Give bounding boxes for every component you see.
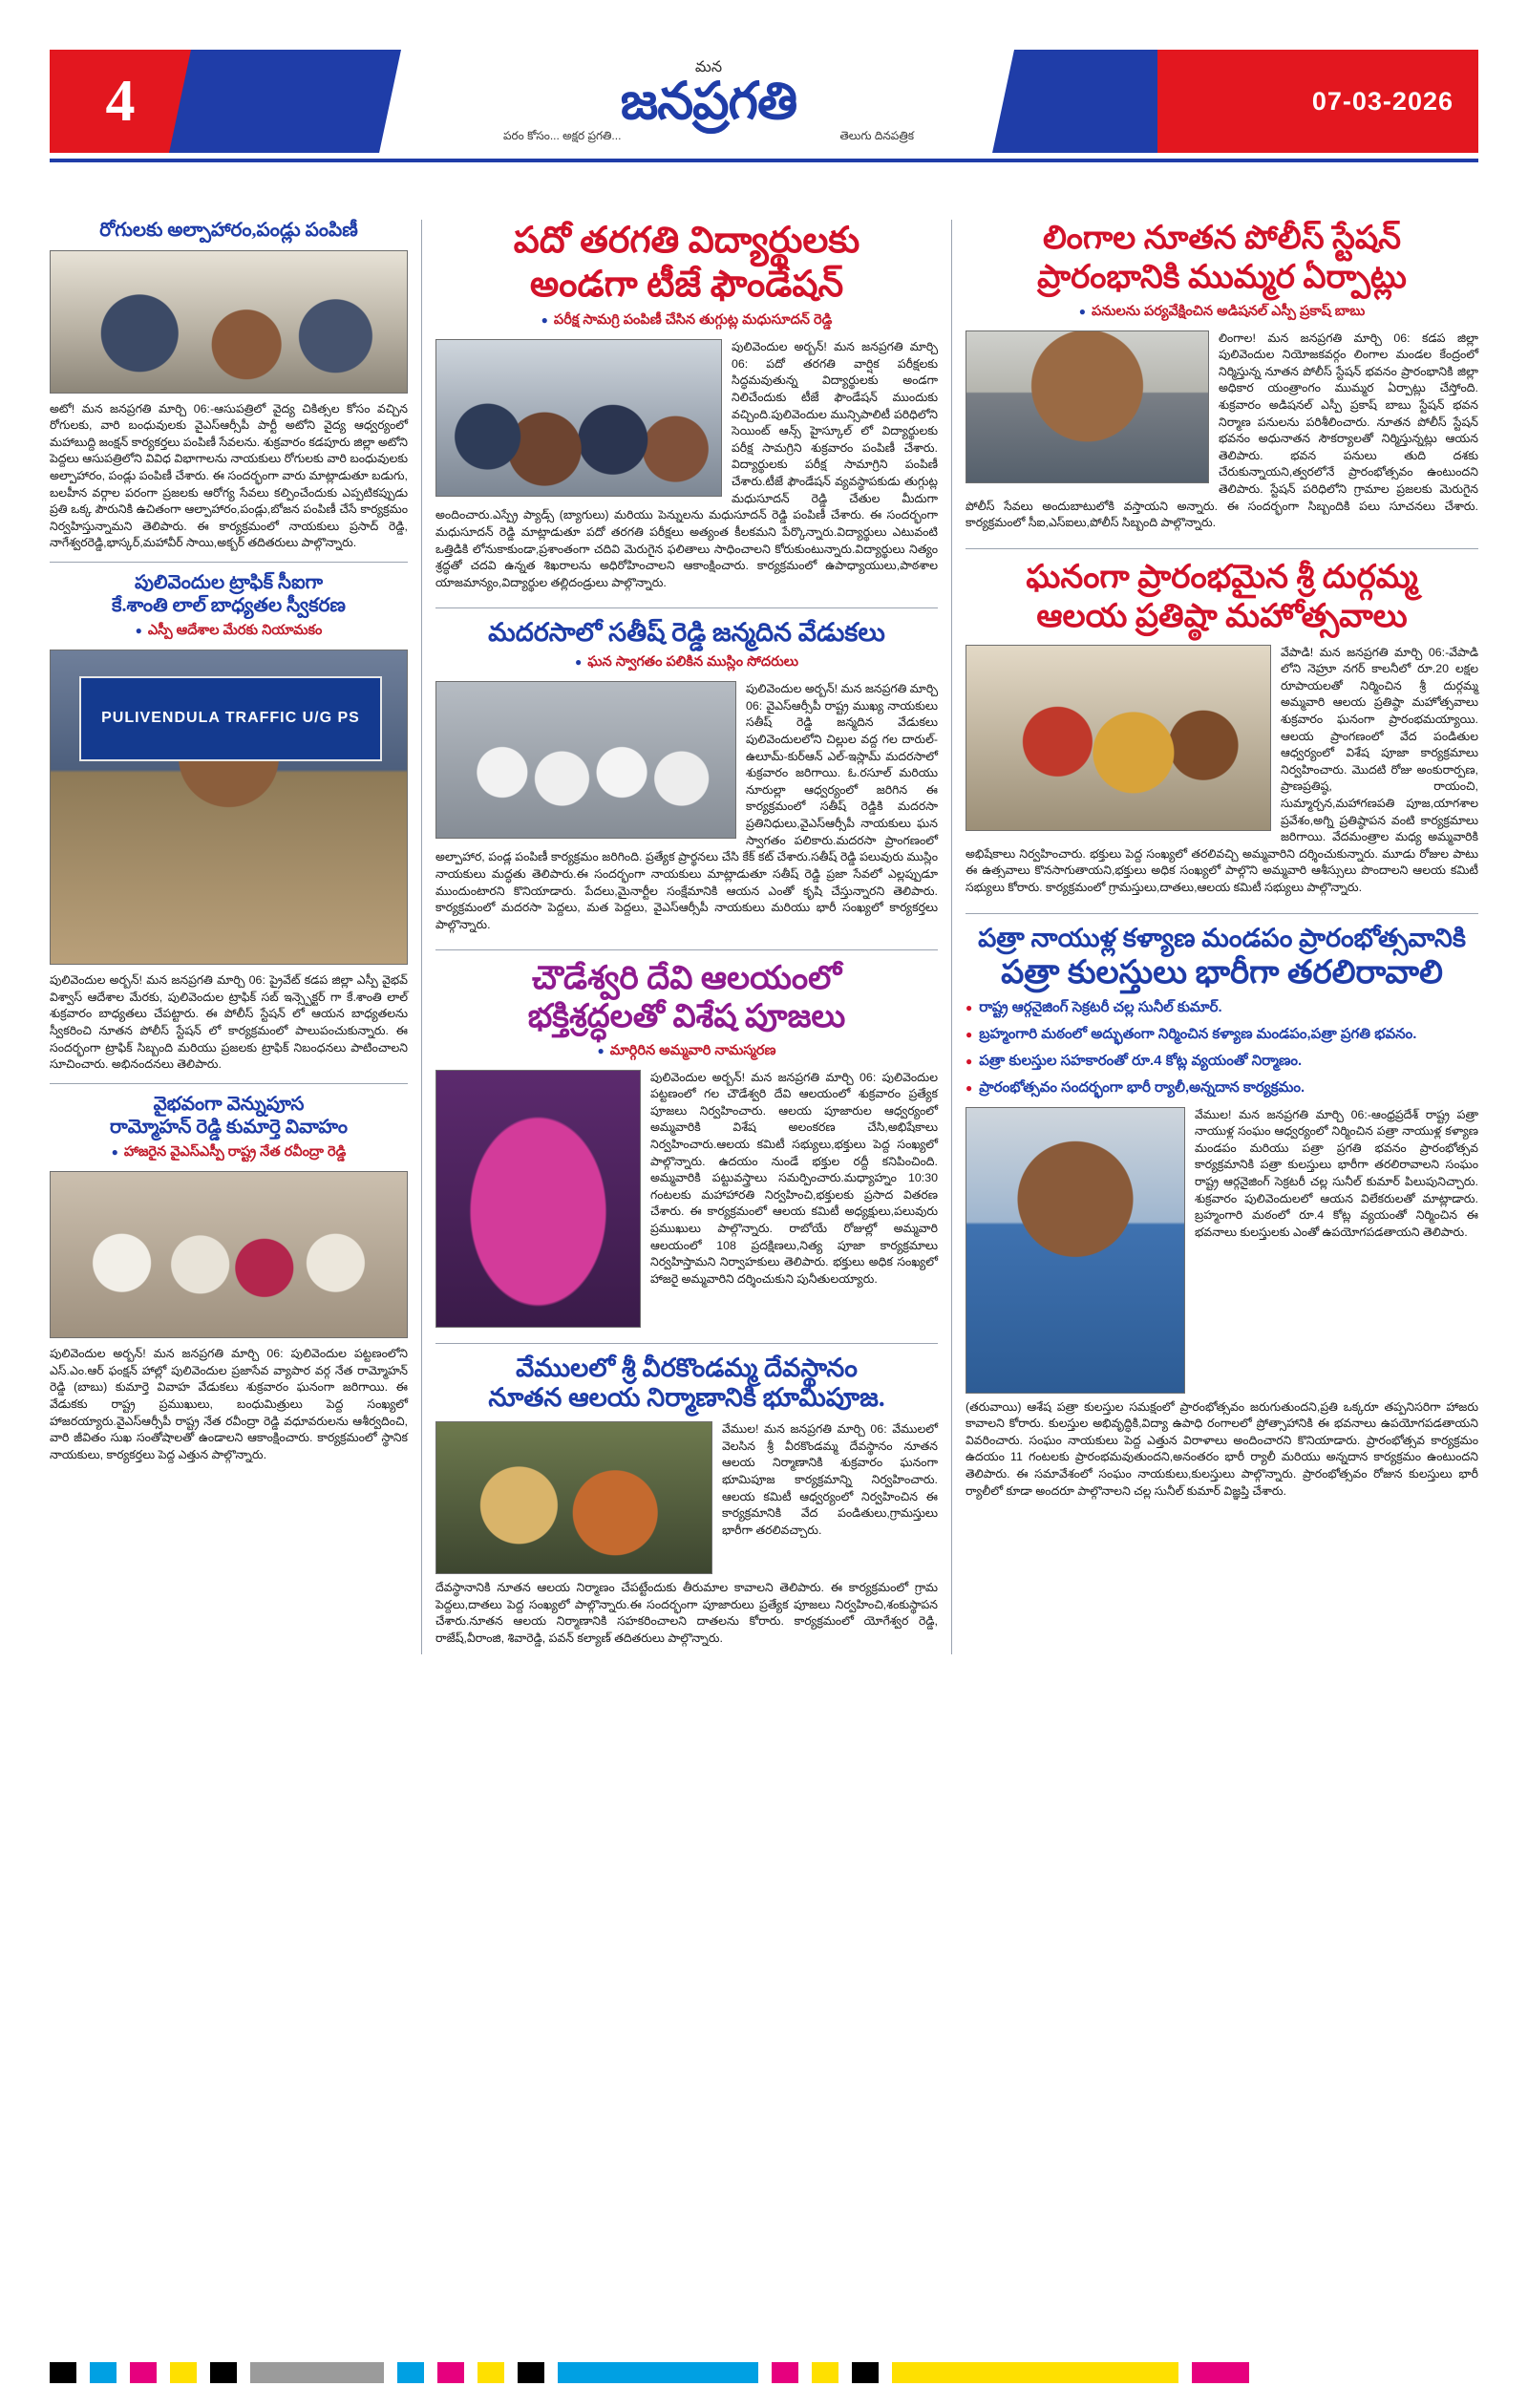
article-body [50, 401, 408, 552]
article-body-text: వేపాడి! మన జనప్రగతి మార్చి 06:-వేపాడి లోని నెహ్రూ నగర్ కాలనీలో రూ.20 లక్షల రూపాయలతో నిర్మించిన శ్రీ దుర్గమ్మ అమ్మవారి ఆలయ ప్రతిష్ఠా మహోత్సవాలు శుక్రవారం ఘనంగా ప్రారంభమయ్యాయి. ఆలయ ప్రాంగణంలో వేద పండితుల ఆధ్వర్యంలో విశేష పూజా కార్యక్రమాలు నిర్వహించారు. మొదటి రోజు అంకురార్పణ, ప్రాణప్రతిష్ఠ, రాయంచి, సుమ్మార్చన,మహాగణపతి పూజ,యాగశాల ప్రవేశం,అగ్ని ప్రతిష్ఠాపన వంటి కార్యక్రమాలు జరిగాయి. వేదమంత్రాల మధ్య అమ్మవారికి అభిషేకాలు నిర్వహించారు. భక్తులు పెద్ద సంఖ్యలో తరలివచ్చి అమ్మవారిని దర్శించుకున్నారు. మూడు రోజుల పాటు ఈ ఉత్సవాలు కొనసాగుతాయని,భక్తులు అధిక సంఖ్యలో పాల్గొని అమ్మవారి ఆశీస్సులు పొందాలని ఆలయ కమిటీ సభ్యులు కోరారు. కార్యక్రమంలో గ్రామస్తులు,దాతలు,ఆలయ కమిటీ సభ్యులు పాల్గొన్నారు. [966, 645, 1478, 895]
article-body-text: లింగాల! మన జనప్రగతి మార్చి 06: కడప జిల్లా పులివెందుల నియోజకవర్గం లింగాల మండల కేంద్రంలో నిర్మిస్తున్న నూతన పోలీస్ స్టేషన్ భవనం ప్రారంభానికి జిల్లా అధికార యంత్రాంగం ముమ్మర ఏర్పాట్లు చేస్తోంది. శుక్రవారం అడిషనల్ ఎస్పీ ప్రకాష్ బాబు స్టేషన్ భవన నిర్మాణ పనులను పరిశీలించారు. నూతన పోలీస్ స్టేషన్ భవనం అధునాతన సౌకర్యాలతో నిర్మిస్తున్నట్లు ఆయన తెలిపారు. భవన పనులు తుది దశకు చేరుకున్నాయని,త్వరలోనే ప్రారంభోత్సవం ఉంటుందని తెలిపారు. స్టేషన్ పరిధిలోని గ్రామాల ప్రజలకు మెరుగైన పోలీస్ సేవలు అందుబాటులోకి వస్తాయని అన్నారు. ఈ సందర్భంగా సిబ్బందికి పలు సూచనలు చేశారు. కార్యక్రమంలో సీఐ,ఎస్ఐలు,పోలీస్ సిబ్బంది పాల్గొన్నారు. [966, 330, 1478, 530]
column-left [50, 220, 422, 1654]
article-durgamma-temple [966, 559, 1478, 904]
article-bullet-list [966, 999, 1478, 1099]
colorbar-segment [50, 2362, 76, 2383]
traffic-ci-photo [50, 650, 408, 965]
masthead-rule [50, 159, 1478, 162]
column-divider [435, 607, 938, 608]
column-divider [966, 548, 1478, 549]
article-subhead: ● మార్గిరిన అమ్మవారి నామస్మరణ [435, 1043, 938, 1062]
chowdeswari-idol-photo [435, 1070, 641, 1328]
article-headline: పత్రా నాయుళ్ల కళ్యాణ మండపం ప్రారంభోత్సవానికి [978, 923, 1466, 952]
article-headline: లింగాల నూతన పోలీస్ స్టేషన్ [1042, 221, 1402, 256]
police-station-signboard: PULIVENDULA TRAFFIC U/G PS [79, 676, 382, 761]
masthead [50, 50, 1478, 153]
durgamma-temple-photo [966, 645, 1271, 831]
article-lingala-police-station [966, 220, 1478, 539]
article-body-with-photo [435, 1421, 938, 1580]
article-subhead: ● ఘన స్వాగతం పలికిన ముస్లిం సోదరులు [435, 654, 938, 673]
article-body [50, 972, 408, 1074]
article-body-with-photo [966, 1107, 1478, 1399]
column-divider [966, 913, 1478, 914]
article-subhead: ● హాజరైన వైఎస్ఎస్పీ రాష్ట్ర నేత రవీంద్రా రెడ్డి [50, 1144, 408, 1163]
article-madrasa-birthday [435, 618, 938, 940]
article-body-text: పులివెందుల అర్బన్! మన జనప్రగతి మార్చి 06: పులివెందుల పట్టణంలోని ఎస్.ఎం.ఆర్ ఫంక్షన్ హాల్లో పులివెందుల ప్రజాసేవ వ్యాపార వర్గ నేత రామ్మోహన్ రెడ్డి (బాబు) కుమార్తె వివాహ వేడుకలు శుక్రవారం ఘనంగా జరిగాయి. ఈ వేడుకకు రాష్ట్ర ప్రముఖులు, బంధుమిత్రులు పెద్ద సంఖ్యలో హాజరయ్యారు.వైఎస్ఆర్సీపీ రాష్ట్ర నేత రవీంద్రా రెడ్డి వధూవరులను ఆశీర్వదించి, వారి జీవితం సుఖ సంతోషాలతో ఉండాలని ఆకాంక్షించారు. కార్యక్రమంలో స్థానిక నాయకులు, కార్యకర్తలు పెద్ద ఎత్తున పాల్గొన్నారు. [50, 1347, 408, 1461]
article-headline: పదో తరగతి విద్యార్థులకు [513, 221, 860, 261]
column-right [952, 220, 1478, 1654]
article-body-text: వేముల! మన జనప్రగతి మార్చి 06:-ఆంధ్రప్రదేశ్ రాష్ట్ర పత్రా నాయుళ్ల సంఘం ఆధ్వర్యంలో నిర్మించిన పత్రా నాయుళ్ల కళ్యాణ మండపం మరియు పత్రా ప్రగతి భవనం ప్రారంభోత్సవ కార్యక్రమానికి పత్రా కులస్తులు భారీగా తరలిరావాలని సంఘం రాష్ట్ర ఆర్గనైజింగ్ సెక్రటరీ చల్ల సునీల్ కుమార్ పిలుపునిచ్చారు. శుక్రవారం పులివెందులలో ఆయన విలేకరులతో మాట్లాడారు. బ్రహ్మంగారి మఠంలో రూ.4 కోట్ల వ్యయంతో నిర్మించిన ఈ భవనాలు కులస్తులకు ఎంతో ఉపయోగపడతాయని తెలిపారు. [1195, 1107, 1478, 1239]
newspaper-title: జనప్రగతి [620, 72, 797, 130]
article-body [50, 1346, 408, 1463]
colorbar-segment [1192, 2362, 1249, 2383]
article-traffic-ci [50, 572, 408, 1074]
colorbar-segment [812, 2362, 838, 2383]
article-chowdeswari-puja [435, 960, 938, 1332]
edition-date: 07-03-2026 [1311, 86, 1454, 116]
column-divider [50, 1083, 408, 1084]
bhoomi-puja-photo [435, 1421, 712, 1574]
print-registration-colorbar [50, 2362, 1478, 2383]
colorbar-segment [772, 2362, 798, 2383]
colorbar-segment [518, 2362, 544, 2383]
sunil-kumar-portrait-photo [966, 1107, 1185, 1394]
colorbar-segment [250, 2362, 384, 2383]
article-health-camp [50, 220, 408, 552]
column-divider [435, 1343, 938, 1344]
article-tj-foundation [435, 220, 938, 598]
article-headline: పులివెందుల ట్రాఫిక్ సీఐగా [134, 572, 324, 594]
article-headline: ఘనంగా ప్రారంభమైన శ్రీ దుర్గమ్మ [1026, 559, 1418, 595]
article-body-text: పులివెందుల అర్బన్! మన జనప్రగతి మార్చి 06: పులివెందుల పట్టణంలో గల చౌడేశ్వరి దేవి ఆలయంలో శుక్రవారం ప్రత్యేక పూజలు నిర్వహించారు. ఆలయ పూజారుల ఆధ్వర్యంలో అమ్మవారికి విశేష అలంకరణ చేసి,అభిషేకాలు నిర్వహించారు.ఆలయ కమిటీ సభ్యులు,భక్తులు పెద్ద సంఖ్యలో పాల్గొన్నారు. ఉదయం నుండే భక్తుల రద్దీ కనిపించింది. అమ్మవారికి పట్టువస్త్రాలు సమర్పించారు.మధ్యాహ్నం 10:30 గంటలకు మహాహారతి నిర్వహించి,భక్తులకు ప్రసాద వితరణ చేశారు. ఈ కార్యక్రమంలో ఆలయ కమిటీ అధ్యక్షులు,పలువురు ప్రముఖులు పాల్గొన్నారు. రాబోయే రోజుల్లో అమ్మవారి ఆలయంలో 108 ప్రదక్షిణలు,నిత్య పూజా కార్యక్రమాలు నిర్వహిస్తామని నిర్వాహకులు తెలిపారు. భక్తులు అధిక సంఖ్యలో హాజరై అమ్మవారిని దర్శించుకుని పునీతులయ్యారు. [650, 1070, 938, 1286]
article-headline: రోగులకు అల్పాహారం,పండ్లు పంపిణీ [99, 220, 358, 241]
article-headline-line2: కే.శాంతి లాల్ బాధ్యతల స్వీకరణ [112, 594, 346, 616]
colorbar-segment [90, 2362, 117, 2383]
article-headline-line2: రామ్మోహన్ రెడ్డి కుమార్తె వివాహం [110, 1116, 348, 1138]
colorbar-segment [170, 2362, 197, 2383]
article-body-text: పులివెందుల అర్బన్! మన జనప్రగతి మార్చి 06: వైఎస్ఆర్సీపీ రాష్ట్ర ముఖ్య నాయకులు సతీష్ రెడ్డి జన్మదిన వేడుకలు పులివెందులలోని చిల్లుల వద్ద గల దారుల్-ఉలూమ్-కుర్ఆన్ ఎల్-ఇస్లామ్ మదరసాలో శుక్రవారం జరిగాయి. ఓ.రసూల్ మరియు నూరుల్లా ఆధ్వర్యంలో జరిగిన ఈ కార్యక్రమంలో సతీష్ రెడ్డికి మదరసా ప్రతినిధులు,వైఎస్ఆర్సీపీ నాయకులు ఘన స్వాగతం పలికారు.మదరసా ప్రాంగణంలో అల్పాహార, పండ్ల పంపిణీ కార్యక్రమం జరిగింది. ప్రత్యేక ప్రార్థనలు చేసి కేక్ కట్ చేశారు.సతీష్ రెడ్డి పలువురు ముస్లిం నాయకులు మద్ధతు తెలిపారు.ఈ సందర్భంగా నాయకులు మాట్లాడుతూ సతీష్ రెడ్డి ప్రజా సేవలో ఎల్లప్పుడూ ముందుంటారని కొనియాడారు. పేదలు,మైనార్టీల సంక్షేమానికి ఆయన ఎంతో కృషి చేస్తున్నారని తెలిపారు. కార్యక్రమంలో మదరసా పెద్దలు, మత పెద్దలు, వైఎస్ఆర్సీపీ నాయకులు మరియు భారీ సంఖ్యలో కార్యకర్తలు పాల్గొన్నారు. [435, 682, 938, 931]
article-body-text: వేముల! మన జనప్రగతి మార్చి 06: వేములలో వెలసిన శ్రీ వీరకొండమ్మ దేవస్థానం నూతన ఆలయ నిర్మాణానికి శుక్రవారం ఘనంగా భూమిపూజ కార్యక్రమాన్ని నిర్వహించారు. ఆలయ కమిటీ ఆధ్వర్యంలో నిర్వహించిన ఈ కార్యక్రమానికి వేద పండితులు,గ్రామస్తులు భారీగా తరలివచ్చారు. [722, 1422, 938, 1537]
article-body-with-photo [435, 1070, 938, 1333]
article-headline-line2: భక్తిశ్రద్ధలతో విశేష పూజలు [527, 999, 846, 1035]
article-subhead: ● ఎస్పీ ఆదేశాల మేరకు నియామకం [50, 623, 408, 642]
bullet-item: ● బ్రహ్మంగారి మఠంలో అద్భుతంగా నిర్మించిన కళ్యాణ మండపం,పత్రా ప్రగతి భవనం. [966, 1026, 1478, 1046]
column-divider [50, 562, 408, 563]
article-headline: చౌడేశ్వరి దేవి ఆలయంలో [531, 961, 842, 997]
article-body-with-photo [966, 330, 1478, 539]
page-number: 4 [105, 68, 136, 134]
madrasa-celebration-photo [435, 681, 736, 839]
masthead-kicker: మన [694, 58, 723, 75]
article-headline-line2: ఆలయ ప్రతిష్ఠా మహోత్సవాలు [1036, 598, 1408, 634]
colorbar-segment [892, 2362, 1178, 2383]
masthead-title-block [403, 50, 1014, 153]
colorbar-segment [558, 2362, 758, 2383]
article-wedding [50, 1094, 408, 1463]
article-body-bottom [435, 1580, 938, 1647]
article-headline-line2: పత్రా కులస్తులు భారీగా తరలిరావాలి [1001, 954, 1443, 991]
colorbar-segment [210, 2362, 237, 2383]
masthead-language-label: తెలుగు దినపత్రిక [839, 128, 914, 142]
article-body-with-photo [435, 339, 938, 598]
masthead-subline [503, 129, 914, 145]
article-body-with-photo [435, 681, 938, 940]
bullet-item: ● పత్రా కులస్తుల సహకారంతో రూ.4 కోట్ల వ్యయంతో నిర్మాణం. [966, 1053, 1478, 1073]
article-headline-line2: అండగా టీజే ఫౌండేషన్ [529, 264, 844, 305]
bullet-item: ● రాష్ట్ర ఆర్గనైజింగ్ సెక్రటరీ చల్ల సునీల్ కుమార్. [966, 999, 1478, 1019]
masthead-tagline: పరం కోసం... అక్షర ప్రగతి... [503, 128, 622, 142]
article-body-text: దేవస్థానానికి నూతన ఆలయ నిర్మాణం చేపట్టేందుకు తీరుమాల కావాలని తెలిపారు. ఈ కార్యక్రమంలో గ్రామ పెద్దలు,దాతలు పెద్ద సంఖ్యలో పాల్గొన్నారు.ఈ సందర్భంగా పూజారులు ప్రత్యేక పూజలు నిర్వహించి,శంకుస్థాపన చేశారు.నూతన ఆలయ నిర్మాణానికి సహకరించాలని దాతలను కోరారు. కార్యక్రమంలో యోగేశ్వర రెడ్డి, రాజేష్,వీరాంజి, శివారెడ్డి, పవన్ కల్యాణ్ తదితరులు పాల్గొన్నారు. [435, 1581, 938, 1646]
wedding-photo [50, 1171, 408, 1338]
article-body-continued [966, 1399, 1478, 1501]
colorbar-segment [852, 2362, 879, 2383]
additional-sp-photo [966, 330, 1209, 483]
article-body-text: అటో! మన జనప్రగతి మార్చి 06:-ఆసుపత్రిలో వైద్య చికిత్సల కోసం వచ్చిన రోగులకు, వారి బంధువులకు వైఎస్ఆర్సీపీ పార్టీ అటోని వైద్య ఆధ్వర్యంలో మహాబుద్ది జంక్షన్ కార్యకర్తలు పంపిణీ సేవలను. శుక్రవారం కడపూరు జిల్లా అటోని పెద్దలు ఆసుపత్రిలోని వివిధ విభాగాలను నాయకులు రోగులకు వారి బంధువులకు అల్పాహారం, పండ్లు పంపిణీ చేశారు. ఈ సందర్భంగా వారు మాట్లాడుతూ బడుగు, బలహీన వర్గాల పరంగా ప్రజలకు ఆరోగ్య సేవలు కల్పించేందుకు ఎప్పటికప్పుడు ప్రతి ఒక్క పౌరునికి ఉచితంగా ఆల్పాహారం,పండ్లు,బోజన పంపిణీ చేసే కార్యక్రమం నిర్వహిస్తున్నామని తెలిపారు. ఈ కార్యక్రమంలో నాయకులు ప్రసాద్ రెడ్డి, నాగేశ్వరరెడ్డి,భాస్కర్,మహావీర్ సాయి,అక్బర్ తదితరులు పాల్గొన్నారు. [50, 401, 408, 550]
column-divider [435, 949, 938, 950]
exam-kit-distribution-photo [435, 339, 722, 497]
article-body-text: (తరువాయి) ఆశేష పత్రా కులస్తుల సమక్షంలో ప్రారంభోత్సవం జరుగుతుందని,ప్రతి ఒక్కరూ తప్పనిసరిగా హాజరు కావాలని కోరారు. కులస్తుల అభివృద్ధికి,విద్యా ఉపాధి రంగాలలో ప్రోత్సాహానికి ఈ భవనాలు ఉపయోగపడతాయని వివరించారు. సంఘం నాయకులు పెద్ద ఎత్తున విరాళాలు అందించారని కొనియాడారు. ప్రారంభోత్సవ కార్యక్రమం ఉదయం 11 గంటలకు ప్రారంభమవుతుందని,అనంతరం భారీ ర్యాలీ మరియు అన్నదాన కార్యక్రమం ఉంటుందని తెలిపారు. ఈ సమావేశంలో సంఘం నాయకులు,కులస్తులు పాల్గొన్నారు. ప్రారంభోత్సవం రోజున కులస్తులు భారీ ర్యాలీలో కూడా అందరూ పాల్గొనాలని చల్ల సునీల్ కుమార్ విజ్ఞప్తి చేశారు. [966, 1399, 1478, 1498]
article-headline: వైభవంగా వెన్నుపూస [153, 1093, 305, 1115]
article-patra-kalyana-mandapam [966, 924, 1478, 1501]
article-grid [50, 220, 1478, 1654]
article-body-with-photo [966, 645, 1478, 904]
colorbar-segment [397, 2362, 424, 2383]
bullet-item: ● ప్రారంభోత్సవం సందర్భంగా భారీ ర్యాలీ,అన్నదాన కార్యక్రమం. [966, 1079, 1478, 1099]
article-headline-line2: నూతన ఆలయ నిర్మాణానికి భూమిపూజ. [488, 1383, 885, 1413]
colorbar-segment [437, 2362, 464, 2383]
article-headline-line2: ప్రారంభానికి ముమ్మర ఏర్పాట్లు [1037, 259, 1407, 295]
colorbar-segment [478, 2362, 504, 2383]
masthead-blue-slant-left [169, 50, 401, 153]
article-subhead: ● పనులను పర్యవేక్షించిన అడిషనల్ ఎస్పీ ప్రకాష్ బాబు [966, 304, 1478, 323]
article-body-text: పులివెందుల అర్బన్! మన జనప్రగతి మార్చి 06: ప్రైవేట్ కడప జిల్లా ఎస్పీ వైభవ్ విశ్వాస్ ఆదేశాల మేరకు, పులివెందుల ట్రాఫిక్ సబ్ ఇన్స్పెక్టర్ గా కే.శాంతి లాల్ శుక్రవారం బాధ్యతలు చేపట్టారు. ఈ పోలీస్ స్టేషన్ లో ఆయన బాధ్యతలను స్వీకరించి నూతన పోలీస్ స్టేషన్ లో కార్యక్రమంలో పాలుపంచుకున్నారు. ఈ సందర్భంగా ట్రాఫిక్ సిబ్బంది మరియు ప్రజలకు ట్రాఫిక్ నిబంధనలు పాటించాలని సూచించారు. అభినందనలు తెలిపారు. [50, 973, 408, 1072]
article-veerakondamma-bhoomi-puja [435, 1353, 938, 1648]
article-subhead: ● పరీక్ష సామగ్రి పంపిణీ చేసిన తుగ్గుట్ల మధుసూదన్ రెడ్డి [435, 312, 938, 331]
newspaper-page [0, 50, 1528, 2408]
article-headline: మదరసాలో సతీష్ రెడ్డి జన్మదిన వేడుకలు [488, 618, 885, 648]
clinic-distribution-photo [50, 250, 408, 394]
colorbar-segment [130, 2362, 157, 2383]
column-center [422, 220, 952, 1654]
article-body-text: పులివెందుల అర్బన్! మన జనప్రగతి మార్చి 06: పదో తరగతి వార్షిక పరీక్షలకు సిద్ధమవుతున్న విద్యార్థులకు అండగా నిలిచేందుకు టీజే ఫౌండేషన్ ముందుకు వచ్చింది.పులివెందుల మున్సిపాలిటీ పరిధిలోని సెయింట్ ఆన్స్ హైస్కూల్ లో విద్యార్థులకు పరీక్ష సామగ్రిని శుక్రవారం పంపిణీ చేశారు. విద్యార్థులకు పరీక్ష సామాగ్రిని పంపిణీ చేశారు.టీజే ఫౌండేషన్ వ్యవస్థాపకుడు తుగ్గుట్ల మధుసూదన్ రెడ్డి చేతుల మీదుగా అందించారు.ఎస్ప్రే ప్యాడ్స్ (బ్యాగులు) మరియు పెన్నులను మధుసూదన్ రెడ్డి పంపిణీ చేశారు. ఈ సందర్భంగా మధుసూదన్ రెడ్డి మాట్లాడుతూ పదో తరగతి పరీక్షలు అత్యంత కీలకమని పేర్కొన్నారు.విద్యార్థులు ఎటువంటి ఒత్తిడికి లోనుకాకుండా,ప్రశాంతంగా చదివి మెరుగైన ఫలితాలు సాధించాలని కోరుకుంటున్నారు.విద్యార్థులు నిత్యం శ్రద్ధతో చదవి ఉన్నత శిఖరాలను అధిరోహించాలని ఆకాంక్షించారు. కార్యక్రమంలో ఉపాధ్యాయులు,పాఠశాల యాజమాన్యం,విద్యార్థుల తల్లిదండ్రులు పాల్గొన్నారు. [435, 340, 938, 589]
article-headline: వేములలో శ్రీ వీరకొండమ్మ దేవస్థానం [516, 1353, 858, 1382]
